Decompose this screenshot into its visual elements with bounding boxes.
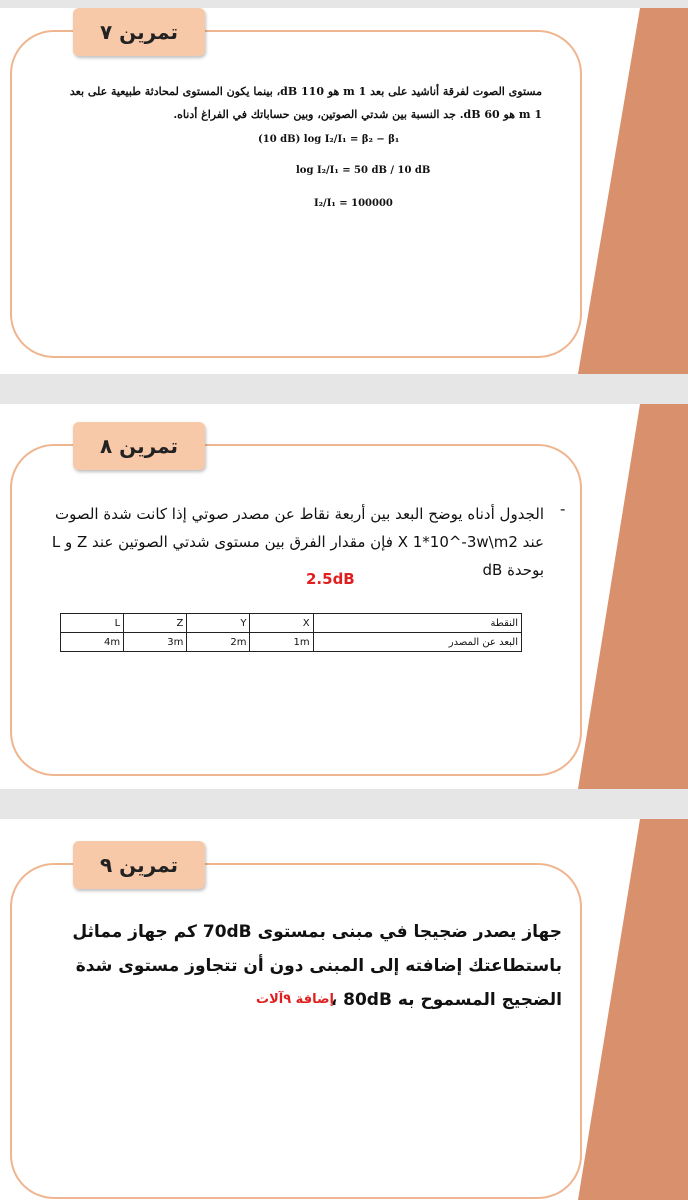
exercise-title-tag: تمرين ٩	[73, 841, 205, 889]
exercise-title-tag: تمرين ٨	[73, 422, 205, 470]
exercise-frame	[10, 444, 582, 776]
table-cell: 4m	[61, 633, 124, 652]
slide-gap	[0, 374, 688, 404]
exercise-text: مستوى الصوت لفرقة أناشيد على بعد 1 m هو 110 dB، بينما يكون المستوى لمحادثة طبيعية على بعد 1 m هو 60 dB. جد النسبة بين شدتي الصوتين، وبين حساباتك في الفراغ أدناه.	[69, 85, 542, 121]
slide-gap	[0, 789, 688, 819]
slide-accent-shape	[578, 404, 688, 789]
equation-line-1: (10 dB) log I₂/I₁ = β₂ − β₁	[258, 134, 400, 145]
distance-table	[60, 613, 522, 652]
table-cell: Y	[187, 614, 250, 633]
table-cell: البعد عن المصدر	[313, 633, 521, 652]
table-cell: X	[250, 614, 313, 633]
slide-accent-shape	[578, 819, 688, 1200]
exercise-text: الجدول أدناه يوضح البعد بين أربعة نقاط عن مصدر صوتي إذا كانت شدة الصوت عند X 1*10^-3w\m2 فإن مقدار الفرق بين مستوى شدتي الصوتين عند Z و L بوحدة dB	[51, 505, 544, 579]
equation-line-3: I₂/I₁ = 100000	[314, 198, 393, 209]
slide-accent-shape	[578, 8, 688, 374]
table-cell: L	[61, 614, 124, 633]
table-cell: 1m	[250, 633, 313, 652]
exercise-title-tag: تمرين ٧	[73, 8, 205, 56]
table-cell: Z	[124, 614, 187, 633]
exercise-text: جهاز يصدر ضجيجا في مبنى بمستوى 70dB كم جهاز مماثل باستطاعتك إضافته إلى المبنى دون أن تتجاوز مستوى شدة الضجيج المسموح به 80dB ،	[72, 922, 562, 1010]
table-row	[61, 614, 522, 633]
slide-exercise-7	[0, 8, 688, 374]
exercise-frame	[10, 863, 582, 1199]
answer-text: 2.5dB	[306, 570, 355, 588]
table-cell: النقطة	[313, 614, 521, 633]
top-gap	[0, 0, 688, 8]
table-row	[61, 633, 522, 652]
table-cell: 2m	[187, 633, 250, 652]
bullet-dash: -	[560, 500, 566, 518]
table-cell: 3m	[124, 633, 187, 652]
equation-line-2: log I₂/I₁ = 50 dB / 10 dB	[296, 165, 431, 176]
slide-exercise-8	[0, 404, 688, 789]
answer-text: إضافة ٩آلات	[256, 992, 334, 1007]
